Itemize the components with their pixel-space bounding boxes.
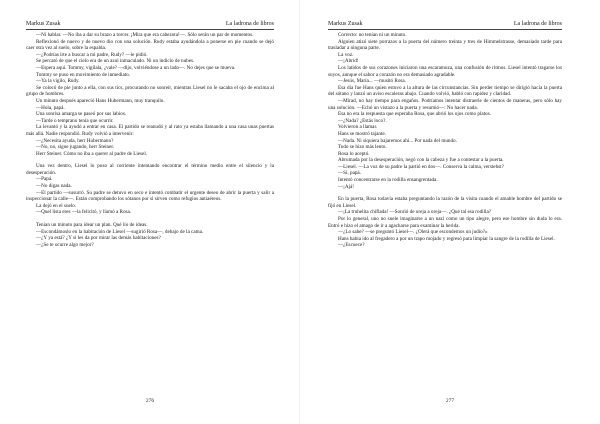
paragraph: Alguien atizó siete porrazos a la puerta del número treinta y tres de Himmelstrasse, demasiado tarde para trasladar a ninguna parte. bbox=[328, 38, 562, 52]
paragraph: —Escondámoslo en la habitación de Liesel —sugirió Rosa—, debajo de la cama. bbox=[36, 228, 204, 235]
paragraph: La voz. bbox=[338, 51, 354, 58]
paragraph: Correcto: no tenían ni un minuto. bbox=[338, 32, 407, 38]
paragraph: —¡Ajá! bbox=[338, 183, 354, 190]
paragraph: Por lo general, uno no suele imaginarse a un nazi como un tipo alegre, pero ese hombre sin duda lo era. Entró e hizo el amago de ir a agacharse para examinar la herida. bbox=[328, 216, 562, 229]
paragraph: Rosa lo aceptó. bbox=[338, 150, 370, 157]
right-page-number: 277 bbox=[445, 398, 455, 404]
paragraph: Abrumada por la desesperación, negó con la cabeza y fue a contestar a la puerta. bbox=[338, 157, 504, 164]
paragraph: Una vez dentro, Liesel lo puso al corriente intentando encontrar el término medio entre el silencio y la desesperación. bbox=[26, 163, 274, 176]
paragraph: Los latidos de sus corazones iniciaron una escaramuza, una confusión de ritmos. Liesel intentó tragarse los suyos, aunque el sabor a corazón no era demasiado agradable. bbox=[328, 64, 562, 78]
paragraph: —Sí, papá. bbox=[338, 170, 361, 177]
paragraph: Intentó concentrarse en la rodilla ensangrentada. bbox=[338, 177, 438, 184]
paragraph: Una sonrisa amarga se paseó por sus labios. bbox=[36, 111, 127, 118]
paragraph: —Nada. Ni siquiera bajaremos ahí... Por nada del mundo. bbox=[338, 137, 457, 144]
left-running-header bbox=[26, 21, 274, 30]
left-page-body bbox=[26, 32, 274, 248]
paragraph: Reflexionó de nuevo y de nuevo dio con una solución. Rudy estaba ayudándola a ponerse en pie cuando se dejó caer otra vez al suelo, sobre la espalda. bbox=[26, 38, 274, 52]
paragraph: Se colocó de pie junto a ella, con sus tics, procurando no sonreír, mientras Liesel no le sacaba el ojo de encima al grupo de hombres. bbox=[26, 84, 274, 98]
paragraph: —¿Y ya está? ¿Y si les da por mirar las demás habitaciones? bbox=[36, 235, 161, 242]
paragraph: —¿Necesita ayuda, herr Hubermann? bbox=[36, 137, 114, 144]
left-header-author: Markus Zusak bbox=[26, 21, 61, 27]
left-page-number: 276 bbox=[145, 398, 155, 404]
paragraph: —El partido —susurró. Su padre se detuvo en seco e intentó combatir el urgente deseo de abrir la puerta y salir a inspeccionar la calle—. Están comprobando los sótanos por si sirven como refugios antiaéreos. bbox=[26, 189, 274, 203]
right-running-header bbox=[328, 21, 562, 30]
paragraph: —¿Escuece? bbox=[338, 242, 365, 249]
paragraph: —Espera aquí. Tommy, vigílala, ¿vale? —dijo, volviéndose a un lado—. No dejes que se mueva. bbox=[36, 64, 236, 71]
paragraph: Esa día fue Hans quien estuvo a la altura de las circunstancias. Sin perder tiempo se dirigió hacia la puerta del sótano y lanzó un aviso escaleras abajo. Cuando volvió, habló con rapidez y claridad. bbox=[328, 84, 562, 98]
paragraph: —No digas nada. bbox=[36, 183, 72, 190]
paragraph: Tenían un minuto para idear un plan. Qué lío de ideas. bbox=[36, 222, 148, 229]
right-page bbox=[300, 0, 600, 424]
paragraph: —Liesel. —La voz de su padre la partió en dos—. Conserva la calma, verstehst? bbox=[338, 163, 504, 170]
paragraph: —¿Lo sabe? —se preguntó Liesel—. ¿Olerá que escondemos un judío?» bbox=[338, 229, 488, 236]
paragraph: —¡Abrid! bbox=[338, 58, 359, 65]
right-header-title: La ladrona de libros bbox=[513, 21, 562, 27]
paragraph: —Mirad, no hay tiempo para engaños. Podríamos intentar distraerle de cientos de maneras, pero sólo hay una solución. —Echó un vistazo a la puerta y resumió—: No hacer nada. bbox=[328, 97, 562, 111]
paragraph: —¿Podrías irte a buscar a mi padre, Rudy? —le pidió. bbox=[36, 51, 148, 58]
paragraph: —Quel lista eres —la felicitó, y llamó a Rosa. bbox=[36, 209, 132, 216]
paragraph: —Jesús, María... —musitó Rosa. bbox=[338, 78, 406, 85]
paragraph: —Tarde o temprano tenía que ocurrir. bbox=[36, 117, 114, 124]
paragraph: En la puerta, Rosa todavía estaba preguntando la razón de la visita cuando el amable hombre del partido se fijó en Liesel. bbox=[328, 196, 562, 209]
paragraph: Tommy se puso en movimiento de inmediato. bbox=[36, 71, 131, 78]
paragraph: Herr Steiner. Cómo no iba a querer al padre de Liesel. bbox=[36, 150, 148, 157]
right-page-body bbox=[328, 32, 562, 249]
paragraph: La levantó y la ayudó a entrar en casa. El partido se reanudó y al rato ya estaba llamando a una casa unas puertas más allá. Nadie respondió. Rudy volvió a intervenir: bbox=[26, 124, 274, 137]
right-header-author: Markus Zusak bbox=[328, 21, 363, 27]
paragraph: —¡La truhelita chiflada! —Sonrió de oreja a oreja—. ¿Qué tal esa rodilla? bbox=[338, 209, 492, 216]
paragraph: —Ni hablar. —No iba a dar su brazo a torcer. ¡Mira que era cabezota!—. Sólo serán un par de momentos. bbox=[36, 32, 254, 38]
paragraph: La dejó en el suelo. bbox=[36, 202, 77, 209]
paragraph: —¿Se te ocurre algo mejor? bbox=[36, 241, 94, 248]
left-header-title: La ladrona de libros bbox=[225, 21, 274, 27]
paragraph: —No, no, sigue jugando, herr Steiner. bbox=[36, 144, 115, 151]
paragraph: Hans habia ido al fregadero a por un trapo mojado y regresó para limpiar la sangre de la rodilla de Liesel. bbox=[338, 235, 555, 242]
paragraph: Hans se mostró tajante. bbox=[338, 130, 386, 137]
paragraph: —¿Nada? ¿Estás loco?. bbox=[338, 117, 387, 124]
paragraph: Todo se hizo más lento. bbox=[338, 144, 387, 151]
paragraph: Un minuto después apareció Hans Hubermann, muy tranquilo. bbox=[36, 97, 165, 104]
paragraph: Se percató de que el cielo era de un azul inmaculado. Ni un indicio de nubes. bbox=[36, 58, 195, 65]
paragraph: —Papá. bbox=[36, 176, 53, 183]
paragraph: Esa no era la respuesta que esperaba Rosa, que abrió los ojos como platos. bbox=[338, 111, 491, 118]
paragraph: Volvieron a llamar. bbox=[338, 124, 378, 131]
paragraph: —Hola, papá. bbox=[36, 104, 65, 111]
paragraph: —Ya la vigilo, Rudy. bbox=[36, 78, 80, 85]
